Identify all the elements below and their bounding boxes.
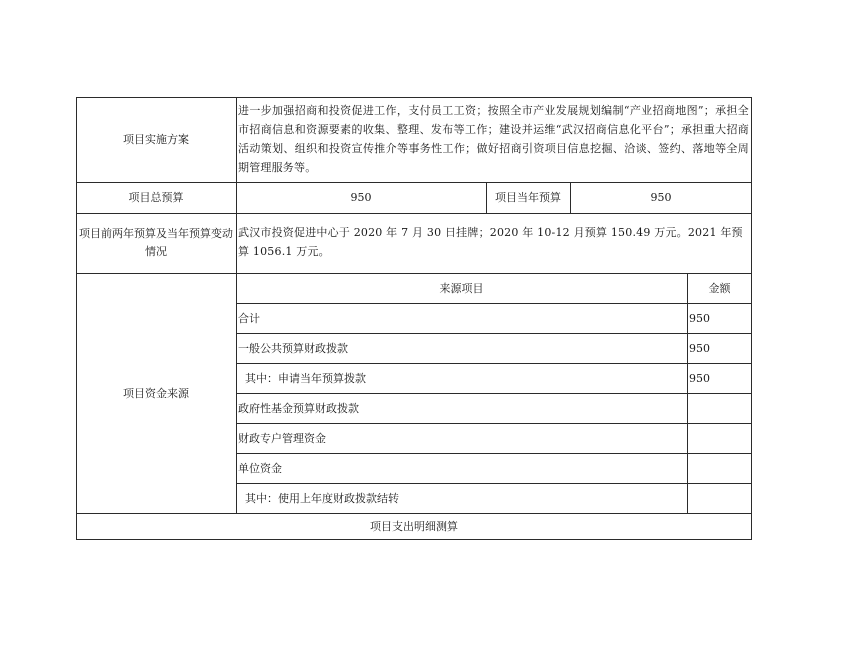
current-year-budget-value: 950	[650, 191, 672, 204]
fund-source-amount: 950	[689, 371, 710, 385]
fund-source-amount	[687, 393, 752, 423]
fund-source-amount	[687, 483, 752, 513]
fund-source-item: 一般公共预算财政拨款	[238, 341, 348, 355]
fund-source-label: 项目资金来源	[123, 386, 189, 400]
fund-source-amount	[687, 453, 752, 483]
fund-source-item: 其中：申请当年预算拨款	[238, 371, 366, 385]
total-budget-label: 项目总预算	[128, 191, 184, 204]
implementation-plan-content: 进一步加强招商和投资促进工作，支付员工工资；按照全市产业发展规划编制“产业招商地图”；承担全市招商信息和资源要素的收集、整理、发布等工作；建设并运维“武汉招商信息化平台”；承担重大招商活动策划、组织和投资宣传推介等事务性工作；做好招商引资项目信息挖掘、洽谈、签约、落地等全周期管理服务等。	[238, 104, 749, 174]
implementation-plan-label: 项目实施方案	[123, 133, 189, 146]
fund-source-item: 财政专户管理资金	[238, 431, 326, 445]
budget-change-content: 武汉市投资促进中心于 2020 年 7 月 30 日挂牌；2020 年 10-12 月预算 150.49 万元。2021 年预算 1056.1 万元。	[238, 226, 743, 258]
fund-source-item: 政府性基金预算财政拨款	[238, 401, 359, 415]
fund-source-item: 其中：使用上年度财政拨款结转	[238, 491, 399, 505]
expense-detail-label: 项目支出明细测算	[370, 520, 458, 533]
fund-source-amount	[687, 423, 752, 453]
fund-source-item: 合计	[238, 311, 260, 325]
fund-source-amount: 950	[689, 341, 710, 355]
fund-source-header-item: 来源项目	[439, 281, 484, 295]
fund-source-amount: 950	[689, 311, 710, 325]
total-budget-value: 950	[350, 191, 372, 204]
budget-change-label: 项目前两年预算及当年预算变动情况	[79, 227, 233, 258]
current-year-budget-label: 项目当年预算	[495, 191, 561, 204]
fund-source-item: 单位资金	[238, 461, 282, 475]
fund-source-header-amount: 金额	[708, 281, 731, 295]
